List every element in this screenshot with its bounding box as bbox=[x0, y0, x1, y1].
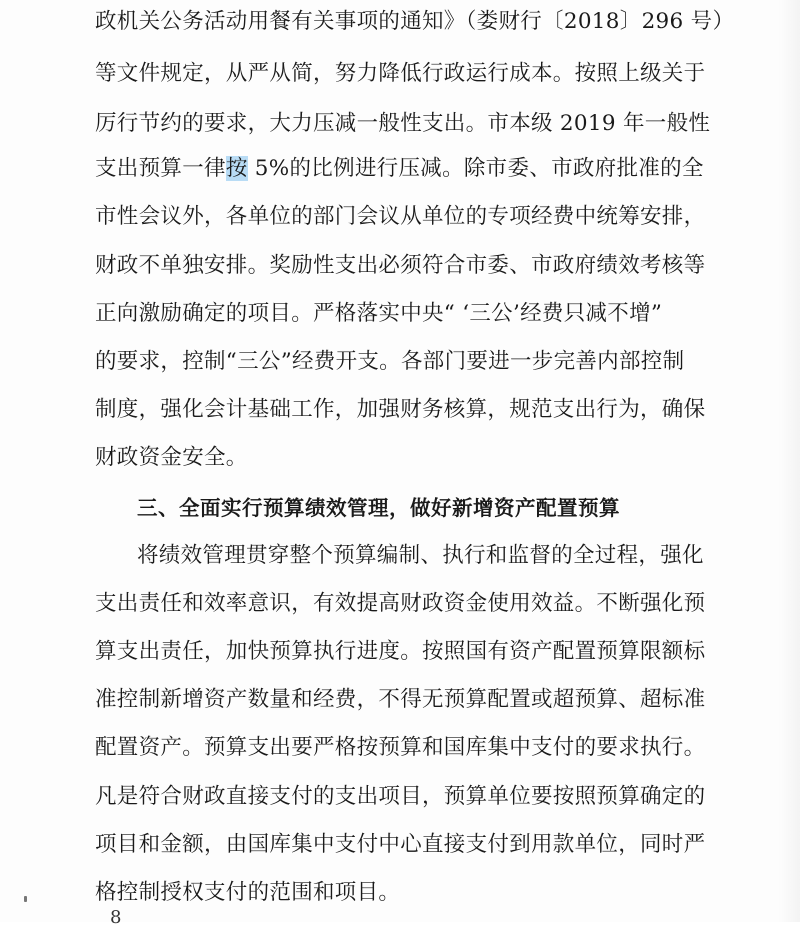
scan-speck bbox=[24, 896, 27, 902]
highlighted-character[interactable]: 按 bbox=[225, 156, 248, 181]
text-line-8: 的要求，控制“三公”经费开支。各部门要进一步完善内部控制 bbox=[95, 349, 685, 374]
text-line-6: 财政不单独安排。奖励性支出必须符合市委、市政府绩效考核等 bbox=[95, 253, 706, 278]
text-line-16: 凡是符合财政直接支付的支出项目，预算单位要按照预算确定的 bbox=[95, 784, 706, 809]
text-line-4 bbox=[95, 155, 704, 183]
text-line-7: 正向激励确定的项目。严格落实中央“ ‘三公’经费只减不增” bbox=[95, 301, 663, 326]
text-line-18: 格控制授权支付的范围和项目。 bbox=[95, 880, 401, 905]
text-line-15: 配置资产。预算支出要严格按预算和国库集中支付的要求执行。 bbox=[95, 735, 706, 760]
scan-edge-shadow bbox=[778, 0, 800, 922]
text-line-10: 财政资金安全。 bbox=[95, 445, 248, 470]
text-line-1: 政机关公务活动用餐有关事项的通知》（娄财行〔2018〕296 号） bbox=[95, 9, 735, 34]
section-heading: 三、全面实行预算绩效管理，做好新增资产配置预算 bbox=[137, 496, 620, 520]
text-line-5: 市性会议外，各单位的部门会议从单位的专项经费中统筹安排， bbox=[95, 204, 706, 229]
text-line-4-end: 5%的比例进行压减。除市委、市政府批准的全 bbox=[247, 156, 704, 181]
text-line-9: 制度，强化会计基础工作，加强财务核算，规范支出行为，确保 bbox=[95, 397, 706, 422]
page-number: 8 bbox=[110, 907, 122, 928]
text-line-14: 准控制新增资产数量和经费，不得无预算配置或超预算、超标准 bbox=[95, 687, 706, 712]
text-line-2: 等文件规定，从严从简，努力降低行政运行成本。按照上级关于 bbox=[95, 61, 706, 86]
text-line-17: 项目和金额，由国库集中支付中心直接支付到用款单位，同时严 bbox=[95, 832, 706, 857]
text-line-4-start: 支出预算一律 bbox=[95, 156, 226, 181]
text-line-3: 厉行节约的要求，大力压减一般性支出。市本级 2019 年一般性 bbox=[95, 111, 711, 136]
text-line-13: 算支出责任，加快预算执行进度。按照国有资产配置预算限额标 bbox=[95, 639, 706, 664]
text-line-12: 支出责任和效率意识，有效提高财政资金使用效益。不断强化预 bbox=[95, 591, 706, 616]
text-line-11: 将绩效管理贯穿整个预算编制、执行和监督的全过程，强化 bbox=[137, 543, 704, 568]
